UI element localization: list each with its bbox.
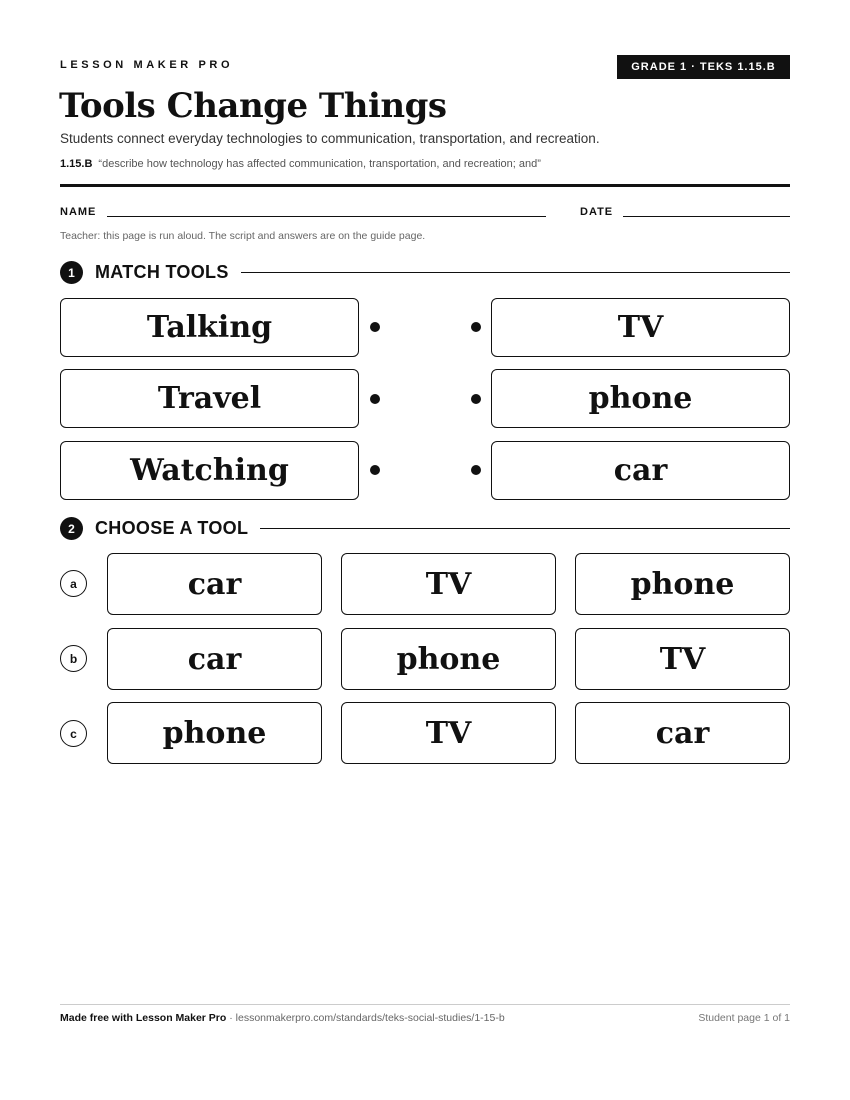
teacher-note: Teacher: this page is run aloud. The script and answers are on the guide page. <box>60 230 426 242</box>
standard-text: “describe how technology has affected communication, transportation, and recreation; and” <box>98 158 541 170</box>
page-subtitle: Students connect everyday technologies to communication, transportation, and recreation. <box>60 131 600 146</box>
match-right-dot[interactable] <box>471 394 481 404</box>
choice-option-card[interactable]: TV <box>341 553 556 615</box>
name-label: NAME <box>60 206 97 218</box>
footer-made-with: Made free with Lesson Maker Pro <box>60 1012 227 1024</box>
section-number-badge: 2 <box>60 517 83 540</box>
section-match-tools-header <box>60 261 790 284</box>
match-right-dot[interactable] <box>471 322 481 332</box>
match-left-card[interactable]: Travel <box>60 369 359 428</box>
footer-divider <box>60 1004 790 1005</box>
match-right-card[interactable]: TV <box>491 298 790 357</box>
section-title: CHOOSE A TOOL <box>95 518 249 538</box>
footer-credit <box>60 1012 505 1024</box>
choice-option-card[interactable]: phone <box>575 553 790 615</box>
brand-name: LESSON MAKER PRO <box>60 59 234 71</box>
row-letter-b: b <box>60 645 87 672</box>
choice-option-card[interactable]: TV <box>575 628 790 690</box>
choice-option-card[interactable]: car <box>575 702 790 764</box>
date-label: DATE <box>580 206 614 218</box>
grade-badge: GRADE 1 · TEKS 1.15.B <box>617 55 790 79</box>
choice-option-card[interactable]: phone <box>341 628 556 690</box>
match-right-dot[interactable] <box>471 465 481 475</box>
section-choose-tool-header <box>60 517 790 540</box>
name-field[interactable] <box>107 216 546 217</box>
footer-page-info: Student page 1 of 1 <box>698 1012 790 1024</box>
standard-code: 1.15.B <box>60 158 93 170</box>
choice-option-card[interactable]: phone <box>107 702 322 764</box>
match-left-card[interactable]: Talking <box>60 298 359 357</box>
page-title: Tools Change Things <box>59 86 447 126</box>
choice-option-card[interactable]: car <box>107 553 322 615</box>
section-number-badge: 1 <box>60 261 83 284</box>
match-right-card[interactable]: car <box>491 441 790 500</box>
match-left-dot[interactable] <box>370 465 380 475</box>
date-field[interactable] <box>623 216 790 217</box>
match-right-card[interactable]: phone <box>491 369 790 428</box>
match-left-dot[interactable] <box>370 322 380 332</box>
row-letter-a: a <box>60 570 87 597</box>
choice-option-card[interactable]: car <box>107 628 322 690</box>
match-left-card[interactable]: Watching <box>60 441 359 500</box>
row-letter-c: c <box>60 720 87 747</box>
footer-link[interactable]: · lessonmakerpro.com/standards/teks-social-studies/1-15-b <box>226 1012 505 1024</box>
header-divider <box>60 184 790 187</box>
match-left-dot[interactable] <box>370 394 380 404</box>
choice-option-card[interactable]: TV <box>341 702 556 764</box>
section-title: MATCH TOOLS <box>95 262 229 282</box>
section-divider <box>241 272 790 273</box>
section-divider <box>260 528 790 529</box>
standard-line <box>60 158 541 170</box>
